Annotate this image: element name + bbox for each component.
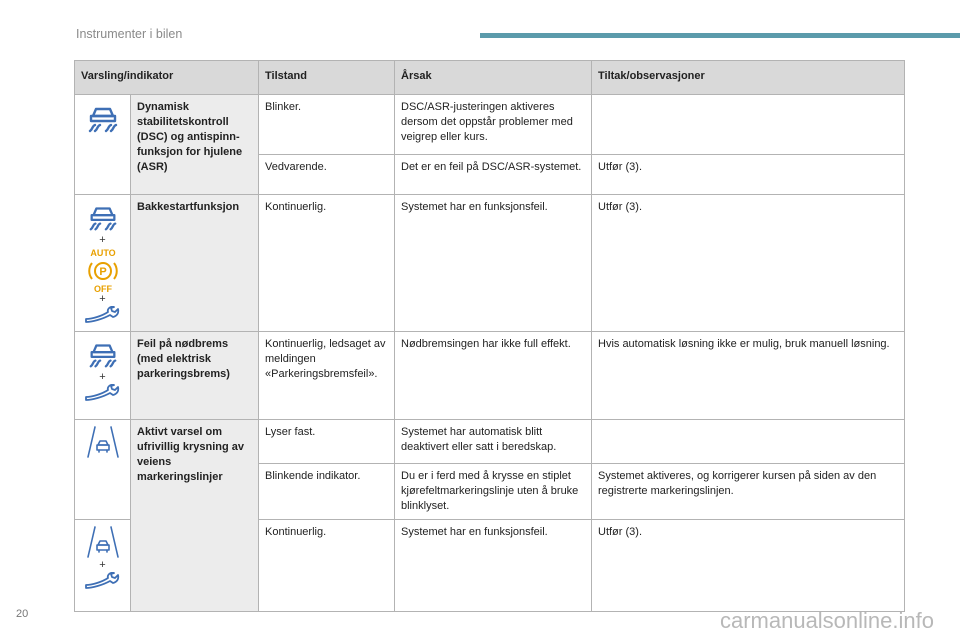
col-header-state: Tilstand xyxy=(259,61,395,95)
state-cell: Blinkende indikator. xyxy=(259,464,395,520)
page-number: 20 xyxy=(16,608,29,620)
indicator-name: Feil på nødbrems (med elektrisk parkeringsbrems) xyxy=(131,332,259,420)
action-cell: Utfør (3). xyxy=(592,155,905,195)
state-cell: Lyser fast. xyxy=(259,420,395,464)
auto-label: AUTO xyxy=(89,248,116,258)
cause-cell: Systemet har en funksjonsfeil. xyxy=(395,195,592,332)
page-header-title: Instrumenter i bilen xyxy=(76,27,183,41)
action-cell: Utfør (3). xyxy=(592,520,905,612)
plus-sign: + xyxy=(99,559,106,571)
action-cell xyxy=(592,420,905,464)
cause-cell: Nødbremsingen har ikke full effekt. xyxy=(395,332,592,420)
wrench-icon xyxy=(83,572,123,592)
action-cell xyxy=(592,95,905,155)
col-header-indicator: Varsling/indikator xyxy=(75,61,259,95)
state-cell: Blinker. xyxy=(259,95,395,155)
state-cell: Kontinuerlig. xyxy=(259,195,395,332)
car-skid-icon xyxy=(86,337,120,371)
indicator-name: Aktivt varsel om ufrivillig krysning av veiens markeringslinjer xyxy=(131,420,259,612)
action-cell: Hvis automatisk løsning ikke er mulig, bruk manuell løsning. xyxy=(592,332,905,420)
cause-cell: Systemet har en funksjonsfeil. xyxy=(395,520,592,612)
cause-cell: DSC/ASR-justeringen aktiveres dersom det oppstår problemer med veigrep eller kurs. xyxy=(395,95,592,155)
table-header-row xyxy=(75,61,905,95)
header-accent-bar xyxy=(480,33,960,38)
indicator-cell xyxy=(75,520,131,612)
cause-cell: Det er en feil på DSC/ASR-systemet. xyxy=(395,155,592,195)
car-skid-icon xyxy=(85,100,121,136)
p-label: P xyxy=(98,266,107,278)
table-row xyxy=(75,95,905,155)
car-skid-icon xyxy=(86,200,120,234)
table-row xyxy=(75,420,905,464)
indicator-cell xyxy=(75,420,131,520)
wrench-icon xyxy=(83,384,123,404)
warning-table xyxy=(74,60,905,612)
lane-departure-icon xyxy=(85,425,121,459)
indicator-name: Dynamisk stabilitetskontroll (DSC) og antispinn-funksjon for hjulene (ASR) xyxy=(131,95,259,195)
state-cell: Kontinuerlig, ledsaget av meldingen «Parkeringsbremsfeil». xyxy=(259,332,395,420)
col-header-action: Tiltak/observasjoner xyxy=(592,61,905,95)
action-cell: Utfør (3). xyxy=(592,195,905,332)
indicator-cell xyxy=(75,332,131,420)
state-cell: Vedvarende. xyxy=(259,155,395,195)
col-header-cause: Årsak xyxy=(395,61,592,95)
watermark: carmanualsonline.info xyxy=(719,608,934,633)
state-cell: Kontinuerlig. xyxy=(259,520,395,612)
plus-sign: + xyxy=(99,293,106,305)
indicator-cell xyxy=(75,95,131,195)
table-row xyxy=(75,332,905,420)
action-cell: Systemet aktiveres, og korrigerer kursen på siden av den registrerte markeringslinjen. xyxy=(592,464,905,520)
plus-sign: + xyxy=(99,371,106,383)
plus-sign: + xyxy=(99,234,106,246)
off-label: OFF xyxy=(93,284,112,293)
parking-brake-icon xyxy=(83,247,123,293)
lane-departure-icon xyxy=(85,525,121,559)
cause-cell: Du er i ferd med å krysse en stiplet kjørefeltmarkeringslinje uten å bruke blinklyset. xyxy=(395,464,592,520)
cause-cell: Systemet har automatisk blitt deaktivert eller satt i beredskap. xyxy=(395,420,592,464)
indicator-cell xyxy=(75,195,131,332)
table-row xyxy=(75,195,905,332)
wrench-icon xyxy=(83,306,123,326)
indicator-name: Bakkestartfunksjon xyxy=(131,195,259,332)
